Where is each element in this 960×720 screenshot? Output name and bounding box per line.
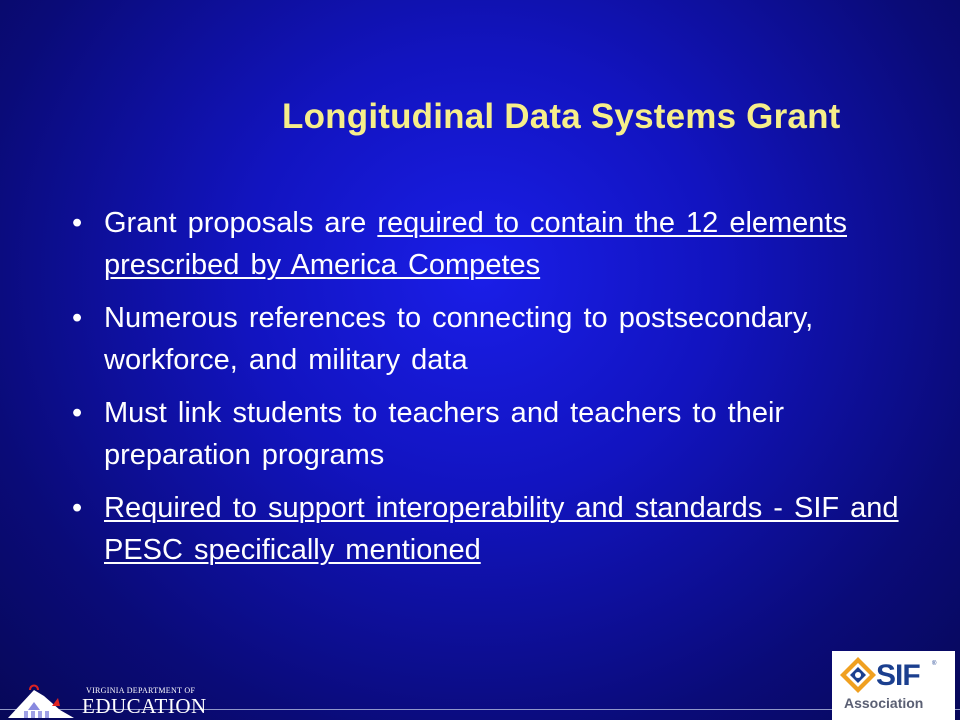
bullet-item <box>72 487 922 571</box>
sif-logo-text: SIF <box>876 659 920 692</box>
sif-logo-subtext: Association <box>844 695 924 711</box>
sif-trademark: ® <box>932 661 937 667</box>
sif-association-logo <box>832 651 955 720</box>
vdoe-logo-line1: VIRGINIA DEPARTMENT OF <box>86 686 196 695</box>
sif-diamond-logo-icon <box>838 655 878 695</box>
bullet-underlined-text: required to contain the 12 elements prescribed by America Competes <box>104 207 847 281</box>
vdoe-logo-line2: EDUCATION <box>82 694 207 718</box>
bullet-marker: • <box>72 397 83 429</box>
bullet-marker: • <box>72 492 83 524</box>
bullet-underlined-text: Required to support interoperability and standards - SIF and PESC specifically mentioned <box>104 492 899 566</box>
bullet-marker: • <box>72 207 83 239</box>
bullet-item <box>72 392 922 476</box>
bullet-list <box>72 202 922 582</box>
bullet-marker: • <box>72 302 83 334</box>
bullet-text: Numerous references to connecting to postsecondary, workforce, and military data <box>104 302 814 376</box>
bullet-item <box>72 202 922 286</box>
bullet-item <box>72 297 922 381</box>
slide-title: Longitudinal Data Systems Grant <box>282 97 841 136</box>
bullet-text: Must link students to teachers and teachers to their preparation programs <box>104 397 785 471</box>
bullet-text: Grant proposals are <box>104 207 378 239</box>
